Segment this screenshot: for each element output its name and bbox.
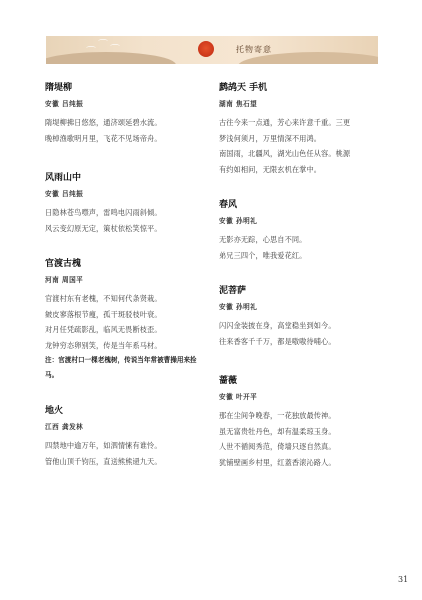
poem: [219, 285, 384, 349]
poem-title: 地火: [45, 406, 64, 416]
poem: [219, 82, 384, 177]
bird-icon: ⌒: [98, 40, 108, 51]
poem-author: 安徽 孙明礼: [219, 303, 258, 311]
poem-line: 虽无富贵牡丹色，却有温柔琼玉身。: [219, 426, 336, 436]
poem-line: 皴皮寥落根节瘦，孤干斑驳枝叶衰。: [45, 309, 162, 319]
poem-title: 泥菩萨: [219, 286, 247, 296]
bird-icon: ⌒: [110, 45, 120, 56]
poem-author: 安徽 吕纯振: [45, 100, 84, 108]
poem-line: 无影亦无踪，心思自不同。: [219, 235, 307, 244]
poem-author: 安徽 吕纯振: [45, 190, 84, 198]
poem: [219, 375, 384, 470]
poem-line: 往来香客千千万，都是嗷嗷待哺心。: [219, 336, 336, 346]
poem-line: 有约如相问，无限玄机在掌中。: [219, 164, 322, 174]
poem-line: 那在尘间争晚春，一花独放最传神。: [219, 411, 336, 420]
poem-author: 安徽 孙明礼: [219, 217, 258, 225]
right-column: [219, 82, 384, 470]
poem: [45, 405, 205, 469]
header-title: 托物寄意: [236, 45, 272, 54]
poem-title: 蔷薇: [219, 376, 238, 386]
poem-line: 闪闪金装披在身，高堂稳坐到如今。: [219, 321, 336, 330]
sun-icon: [198, 41, 214, 57]
poem-line: 隋堤柳拂日悠悠，通济颂延碧水流。: [45, 118, 162, 127]
poem-line: 管他山顶千钧压，直送熊熊䢜九天。: [45, 456, 162, 466]
poem: [45, 82, 205, 146]
poem-author: 安徽 叶开平: [219, 393, 258, 401]
poem-title: 风雨山中: [45, 173, 82, 183]
poem-line: 晚棹渔歌明月里，飞花不见场帝舟。: [45, 133, 162, 143]
poem-line: 古往今来一点通，芳心来许意千重。三更: [219, 118, 351, 127]
poem-line: 人世不循阅秀范，倚墙只逐自然真。: [219, 442, 336, 451]
poem-note: 注：官渡村口一棵老槐树，传说当年常被曹操用来拴马。: [45, 356, 197, 379]
poem-author: 河南 周国平: [45, 276, 84, 284]
poem-line: 犹铺壁画乡村里，红蓋香滚沁路人。: [219, 457, 336, 467]
poem-title: 隋堤柳: [45, 83, 73, 93]
left-column: [45, 82, 205, 469]
poem: [219, 199, 384, 263]
poem-line: 梦浅何须月，万里情深不用鸿。: [219, 133, 322, 143]
poem-line: 对月任凭疏影乱，临风无畏断枝歪。: [45, 325, 162, 334]
poem-author: 江西 龚发林: [45, 423, 84, 431]
poem: [45, 258, 205, 383]
poem-title: 鹧鸪天 手机: [219, 83, 268, 93]
poem-title: 官渡古槐: [45, 259, 82, 269]
header-banner: [46, 36, 378, 64]
poem-line: 官渡村东有老槐，不知何代条贤栽。: [45, 294, 162, 303]
page-number: 31: [398, 575, 409, 584]
poem-line: 日隐林苍鸟噤声，雷鸣电闪雨斜倾。: [45, 208, 162, 217]
poem-line: 四禁地中逾万年，如泗情愫有谁怜。: [45, 441, 162, 450]
bird-icon: ⌒: [86, 47, 96, 58]
poem-line: 龙钟穷态卵别笑，传是当年系马材。: [45, 340, 162, 350]
poem-author: 湖南 焦石望: [219, 100, 258, 108]
poem-line: 南国雨，北疆风，湖光山色任从容。桃源: [219, 149, 351, 158]
poem: [45, 172, 205, 236]
poem-line: 弟兄三四个，唯我爱花红。: [219, 250, 307, 260]
poem-title: 春风: [219, 200, 238, 210]
poem-line: 风云变幻原无定，策杖依松笑惊平。: [45, 223, 162, 233]
